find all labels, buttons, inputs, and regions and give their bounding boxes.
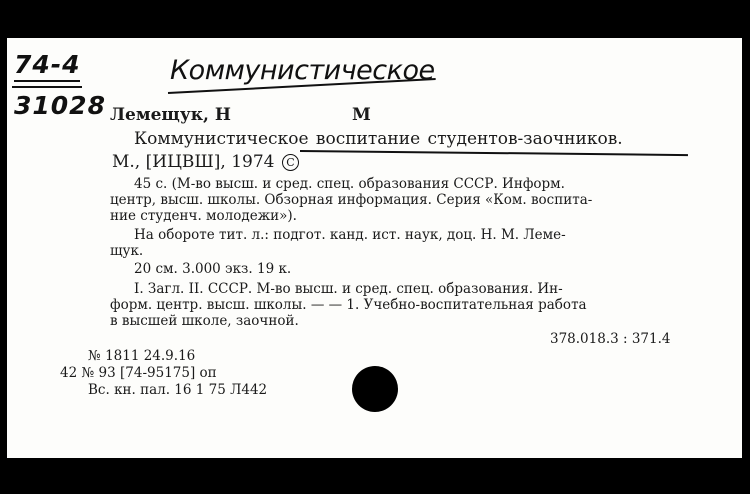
note-line-1: На обороте тит. л.: подгот. канд. ист. наук, доц. Н. М. Леме- xyxy=(134,227,566,243)
description-line-3: ние студенч. молодежи»). xyxy=(110,208,297,224)
title-line: Коммунистическое воспитание студентов-заочников. xyxy=(134,129,623,149)
handwritten-subject: Коммунистическое xyxy=(170,55,435,86)
author-heading: Лемещук, Н xyxy=(110,105,231,125)
imprint-text: М., [ИЦВШ], 1974 xyxy=(112,152,275,172)
shelf-underline-2 xyxy=(12,86,82,88)
tracing-line-3: в высшей школе, заочной. xyxy=(110,313,299,329)
shelf-number-top: 74-4 xyxy=(14,50,81,79)
size-line: 20 см. 3.000 экз. 19 к. xyxy=(134,261,292,277)
order-line-1: № 1811 24.9.16 xyxy=(88,348,196,364)
imprint-line xyxy=(112,154,299,171)
author-initial-m: М xyxy=(352,105,371,125)
note-line-2: щук. xyxy=(110,243,144,259)
copyright-icon: С xyxy=(282,154,299,171)
tracing-line-2: форм. центр. высш. школы. — — 1. Учебно-воспитательная работа xyxy=(110,297,587,313)
shelf-underline-1 xyxy=(14,80,80,82)
tracing-line-1: I. Загл. II. СССР. М-во высш. и сред. спец. образования. Ин- xyxy=(134,281,563,297)
order-line-2: 42 № 93 [74-95175] оп xyxy=(60,365,217,381)
classification-number: 378.018.3 : 371.4 xyxy=(550,331,671,347)
order-line-3: Вс. кн. пал. 16 1 75 Л442 xyxy=(88,382,268,398)
description-line-2: центр, высш. школы. Обзорная информация. Серия «Ком. воспита- xyxy=(110,192,593,208)
shelf-number-bottom: 31028 xyxy=(14,91,106,120)
description-line-1: 45 с. (М-во высш. и сред. спец. образования СССР. Информ. xyxy=(134,176,565,192)
punch-hole xyxy=(352,366,398,412)
